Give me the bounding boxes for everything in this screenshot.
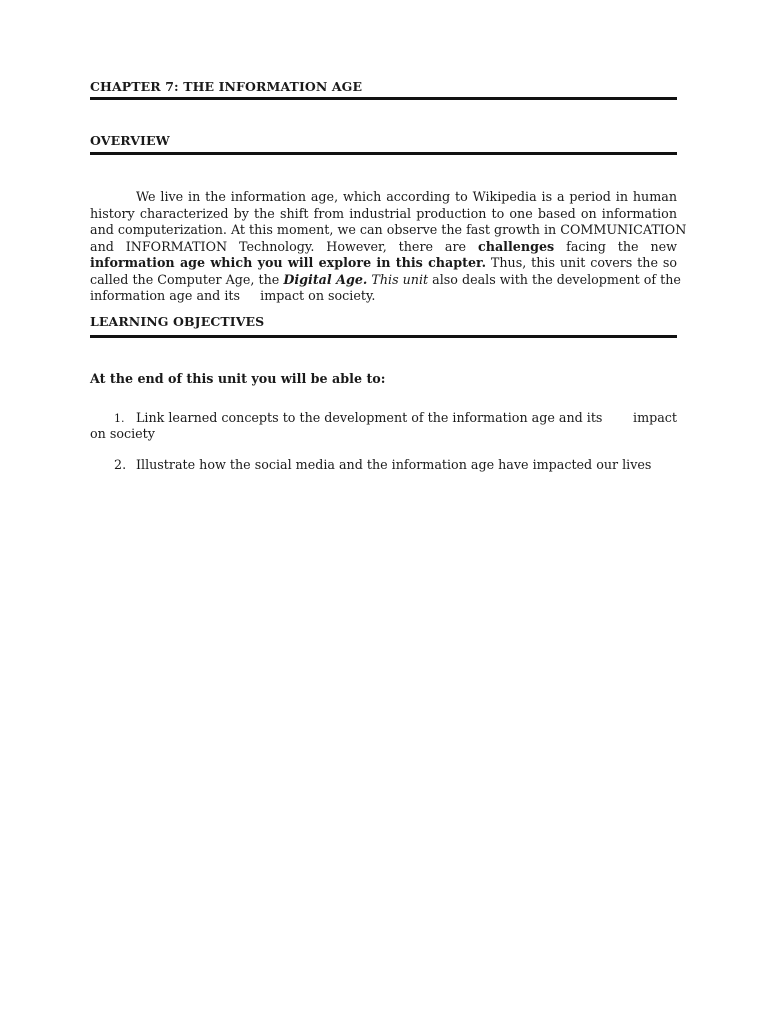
overview-line-4-text: and INFORMATION Technology. However, there are bbox=[90, 238, 467, 254]
overview-this-unit-text: This unit bbox=[367, 271, 429, 287]
overview-line-6-end: also deals with the development of the bbox=[428, 271, 681, 287]
overview-line-2: history characterized by the shift from industrial production to one based on information bbox=[90, 205, 677, 221]
overview-heading-rule bbox=[90, 152, 677, 155]
overview-digital-age-text: Digital Age. bbox=[283, 271, 368, 287]
overview-line-5 bbox=[90, 255, 677, 272]
objective-text-2: Illustrate how the social media and the information age have impacted our lives bbox=[136, 457, 652, 472]
objective-item-2 bbox=[114, 457, 651, 473]
objective-text-1-end: impact bbox=[633, 410, 677, 425]
overview-line-6-start: called the Computer Age, the bbox=[90, 271, 284, 287]
overview-line-5-end: Thus, this unit covers the so bbox=[486, 255, 677, 270]
overview-paragraph bbox=[90, 189, 687, 305]
objective-text-1: Link learned concepts to the development of the information age and its bbox=[136, 410, 603, 425]
overview-line-6 bbox=[90, 271, 681, 289]
chapter-title: CHAPTER 7: THE INFORMATION AGE bbox=[90, 79, 363, 94]
objective-number-2: 2. bbox=[114, 457, 127, 472]
overview-line-1: We live in the information age, which according to Wikipedia is a period in human bbox=[136, 189, 677, 204]
overview-line-3: and computerization. At this moment, we can observe the fast growth in COMMUNICATION bbox=[90, 222, 687, 237]
objective-item-1 bbox=[114, 410, 677, 427]
learning-objectives-rule bbox=[90, 335, 677, 338]
overview-line-4 bbox=[90, 239, 677, 256]
overview-heading: OVERVIEW bbox=[90, 133, 170, 148]
objective-item-1-continuation: on society bbox=[90, 426, 155, 441]
chapter-title-rule bbox=[90, 97, 677, 100]
overview-challenges-text: challenges bbox=[478, 238, 555, 254]
objectives-intro: At the end of this unit you will be able to: bbox=[90, 371, 386, 386]
learning-objectives-heading: LEARNING OBJECTIVES bbox=[90, 314, 265, 329]
overview-line-4-end: facing the new bbox=[566, 238, 677, 254]
overview-line-7: information age and its impact on society. bbox=[90, 288, 376, 303]
objective-number-1: 1. bbox=[114, 412, 125, 425]
overview-emphasis-text: information age which you will explore in this chapter. bbox=[90, 255, 486, 270]
